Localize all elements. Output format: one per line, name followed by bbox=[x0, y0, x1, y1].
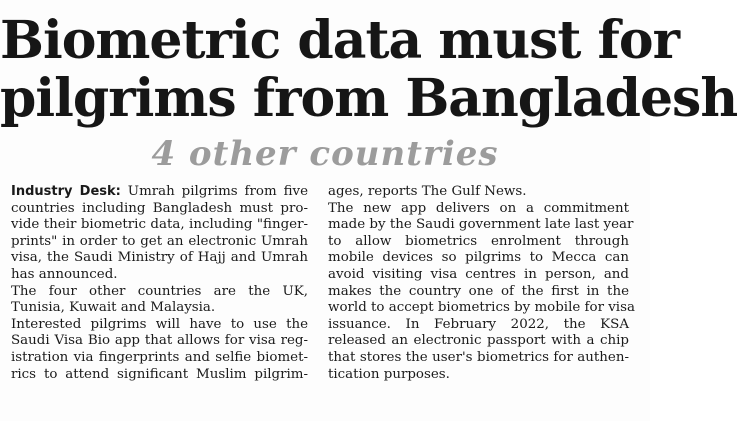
article-line: Interested pilgrims will have to use the bbox=[11, 316, 308, 332]
article-line: mobile devices so pilgrims to Mecca can bbox=[328, 250, 629, 266]
headline-line-2: pilgrims from Bangladesh bbox=[0, 68, 737, 129]
article-line: The new app delivers on a commitment bbox=[328, 200, 629, 216]
article-column-left bbox=[11, 184, 308, 383]
article-line: tication purposes. bbox=[328, 366, 450, 382]
article-line: to allow biometrics enrolment through bbox=[328, 233, 629, 249]
article-line: visa, the Saudi Ministry of Hajj and Umrah bbox=[11, 250, 308, 266]
article-line: prints" in order to get an electronic Umrah bbox=[11, 233, 308, 249]
article-line: istration via fingerprints and selfie biomet- bbox=[11, 349, 308, 365]
article-line bbox=[11, 184, 308, 201]
article-line: ages, reports The Gulf News. bbox=[328, 184, 527, 199]
article-line: has announced. bbox=[11, 266, 118, 282]
article-line: released an electronic passport with a chip bbox=[328, 333, 629, 349]
article-line: The four other countries are the UK, bbox=[11, 283, 308, 299]
article-line: vide their biometric data, including "finger- bbox=[11, 217, 308, 233]
article-line: issuance. In February 2022, the KSA bbox=[328, 316, 629, 332]
article-line: rics to attend significant Muslim pilgrim- bbox=[11, 366, 308, 382]
article-line: Saudi Visa Bio app that allows for visa reg- bbox=[11, 333, 308, 349]
headline-line-1: Biometric data must for bbox=[0, 10, 679, 71]
article-line: countries including Bangladesh must pro- bbox=[11, 200, 308, 216]
article-line: makes the country one of the first in the bbox=[328, 283, 629, 299]
article-line: Tunisia, Kuwait and Malaysia. bbox=[11, 300, 216, 316]
article-line: avoid visiting visa centres in person, and bbox=[328, 266, 629, 282]
article-kicker: Industry Desk: bbox=[11, 184, 121, 199]
article-line: made by the Saudi government late last year bbox=[328, 217, 634, 233]
subheadline: 4 other countries bbox=[151, 134, 499, 174]
article-line: world to accept biometrics by mobile for visa bbox=[328, 300, 635, 316]
article-column-right bbox=[328, 184, 635, 383]
article-line-text: Umrah pilgrims from five bbox=[127, 184, 308, 199]
article-line: that stores the user's biometrics for authen- bbox=[328, 349, 629, 365]
